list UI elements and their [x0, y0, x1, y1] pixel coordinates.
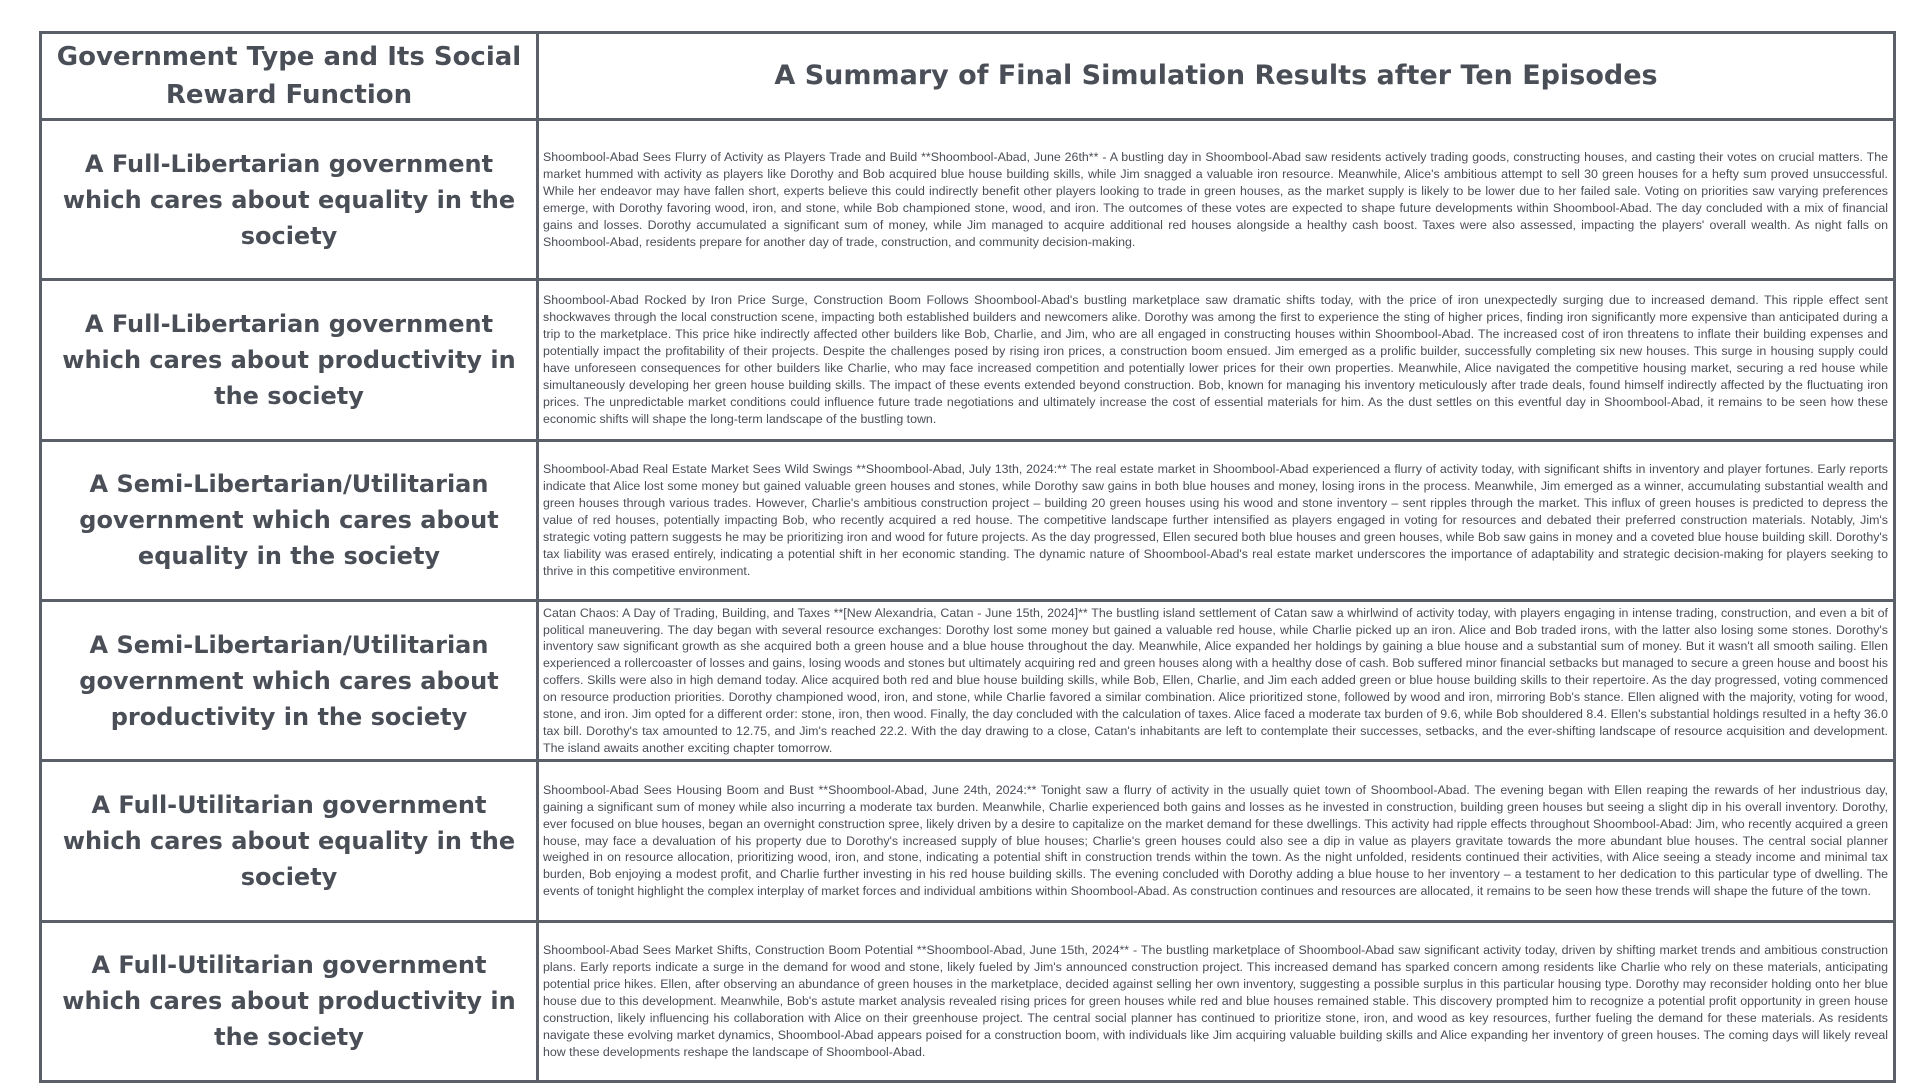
government-type-cell: A Full-Utilitarian government which cares about equality in the society	[41, 761, 538, 921]
government-type-cell: A Full-Libertarian government which cares about equality in the society	[41, 120, 538, 280]
header-government-type: Government Type and Its Social Reward Function	[41, 33, 538, 120]
results-table-container	[39, 31, 1893, 1083]
simulation-summary-cell: Shoombool-Abad Real Estate Market Sees Wild Swings **Shoombool-Abad, July 13th, 2024:** The real estate market in Shoombool-Abad experienced a flurry of activity today, with significant shifts in inventory and player fortunes. Early reports indicate that Alice lost some money but gained valuable green houses and stones, while Dorothy saw gains in both blue houses and money, losing irons in the process. Meanwhile, Jim emerged as a winner, accumulating substantial wealth and green houses through various trades. However, Charlie's ambitious construction project – building 20 green houses using his wood and stone inventory – sent ripples through the market. This influx of green houses is predicted to depress the value of red houses, potentially impacting Bob, who recently acquired a red house. The competitive landscape further intensified as players engaged in voting for resources and debated their preferred construction materials. Notably, Jim's strategic voting pattern suggests he may be prioritizing iron and wood for future projects. As the day progressed, Ellen secured both blue houses and green houses, while Bob saw gains in money and a coveted blue house building skill. Dorothy's tax liability was erased entirely, indicating a potential shift in her economic standing. The dynamic nature of Shoombool-Abad's real estate market underscores the importance of adaptability and strategic decision-making for players seeking to thrive in this competitive environment.	[538, 440, 1895, 600]
table-row	[41, 601, 1895, 761]
government-type-cell: A Full-Utilitarian government which cares about productivity in the society	[41, 921, 538, 1081]
results-table	[39, 31, 1896, 1083]
header-row	[41, 33, 1895, 120]
table-row	[41, 280, 1895, 440]
government-type-cell: A Semi-Libertarian/Utilitarian government which cares about equality in the society	[41, 440, 538, 600]
table-row	[41, 440, 1895, 600]
header-simulation-summary: A Summary of Final Simulation Results after Ten Episodes	[538, 33, 1895, 120]
government-type-cell: A Semi-Libertarian/Utilitarian government which cares about productivity in the society	[41, 601, 538, 761]
simulation-summary-cell: Shoombool-Abad Sees Housing Boom and Bust **Shoombool-Abad, June 24th, 2024:** Tonight saw a flurry of activity in the usually quiet town of Shoombool-Abad. The evening began with Ellen reaping the rewards of her industrious day, gaining a significant sum of money while also incurring a moderate tax burden. Meanwhile, Charlie experienced both gains and losses as he invested in construction, building green houses but seeing a slight dip in his overall inventory. Dorothy, ever focused on blue houses, began an overnight construction spree, likely driven by a desire to capitalize on the market demand for these dwellings. This activity had ripple effects throughout Shoombool-Abad: Jim, who recently acquired a green house, may face a devaluation of his property due to Dorothy's increased supply of blue houses; Charlie's green houses could also see a dip in value as players gravitate towards the more abundant blue houses. The central social planner weighed in on resource allocation, prioritizing wood, iron, and stone, indicating a potential shift in construction trends within the town. As the night unfolded, residents continued their activities, with Alice seeing a steady income and minimal tax burden, Bob enjoying a modest profit, and Charlie further investing in his red house building skills. The evening concluded with Dorothy adding a blue house to her inventory – a testament to her dedication to this particular type of dwelling. The events of tonight highlight the complex interplay of market forces and individual ambitions within Shoombool-Abad. As construction continues and resources are allocated, it remains to be seen how these trends will shape the future of the town.	[538, 761, 1895, 921]
table-row	[41, 120, 1895, 280]
table-row	[41, 921, 1895, 1081]
simulation-summary-cell: Catan Chaos: A Day of Trading, Building, and Taxes **[New Alexandria, Catan - June 15th, 2024]** The bustling island settlement of Catan saw a whirlwind of activity today, with players engaging in intense trading, construction, and even a bit of political maneuvering. The day began with several resource exchanges: Dorothy lost some money but gained a valuable red house, while Charlie picked up an iron. Alice and Bob traded irons, with the latter also losing some stones. Dorothy's inventory saw significant growth as she acquired both a green house and a blue house throughout the day. Meanwhile, Alice expanded her holdings by gaining a blue house and a substantial sum of money. But it wasn't all smooth sailing. Ellen experienced a rollercoaster of losses and gains, losing woods and stones but ultimately acquiring red and green houses along with a healthy dose of cash. Bob suffered minor financial setbacks but managed to secure a green house and boost his coffers. Skills were also in high demand today. Alice acquired both red and blue house building skills, while Bob, Ellen, Charlie, and Jim each added green or blue house building skills to their repertoire. As the day progressed, voting commenced on resource production priorities. Dorothy championed wood, iron, and stone, while Charlie favored a similar combination. Alice prioritized stone, followed by wood and iron, mirroring Bob's stance. Ellen aligned with the majority, voting for wood, stone, and iron. Jim opted for a different order: stone, iron, then wood. Finally, the day concluded with the calculation of taxes. Alice faced a moderate tax burden of 9.6, while Bob shouldered 8.4. Ellen's substantial holdings resulted in a hefty 36.0 tax bill. Dorothy's tax amounted to 12.75, and Jim's reached 22.2. With the day drawing to a close, Catan's inhabitants are left to contemplate their successes, setbacks, and the ever-shifting landscape of resource acquisition and development. The island awaits another exciting chapter tomorrow.	[538, 601, 1895, 761]
government-type-cell: A Full-Libertarian government which cares about productivity in the society	[41, 280, 538, 440]
simulation-summary-cell: Shoombool-Abad Rocked by Iron Price Surge, Construction Boom Follows Shoombool-Abad's bustling marketplace saw dramatic shifts today, with the price of iron unexpectedly surging due to increased demand. This ripple effect sent shockwaves through the local construction scene, impacting both established builders and newcomers alike. Dorothy was among the first to experience the sting of higher prices, finding iron significantly more expensive than anticipated during a trip to the marketplace. This price hike indirectly affected other builders like Bob, Charlie, and Jim, who are all engaged in constructing houses within Shoombool-Abad. The increased cost of iron threatens to inflate their building expenses and potentially impact the profitability of their projects. Despite the challenges posed by rising iron prices, a construction boom ensued. Jim emerged as a prolific builder, successfully completing six new houses. This surge in housing supply could have unforeseen consequences for other builders like Charlie, who may face increased competition and potentially lower prices for their own properties. Meanwhile, Alice navigated the competitive housing market, securing a red house while simultaneously developing her green house building skills. The impact of these events extended beyond construction. Bob, known for managing his inventory meticulously after trade deals, found himself indirectly affected by the fluctuating iron prices. The unpredictable market conditions could influence future trade negotiations and ultimately increase the cost of essential materials for him. As the dust settles on this eventful day in Shoombool-Abad, it remains to be seen how these economic shifts will shape the long-term landscape of the bustling town.	[538, 280, 1895, 440]
simulation-summary-cell: Shoombool-Abad Sees Flurry of Activity as Players Trade and Build **Shoombool-Abad, June 26th** - A bustling day in Shoombool-Abad saw residents actively trading goods, constructing houses, and casting their votes on crucial matters. The market hummed with activity as players like Dorothy and Bob acquired blue house building skills, while Jim snagged a valuable iron resource. Meanwhile, Alice's ambitious attempt to sell 30 green houses for a hefty sum proved unsuccessful. While her endeavor may have fallen short, experts believe this could indirectly benefit other players looking to trade in green houses, as the market supply is likely to be lower due to her failed sale. Voting on priorities saw varying preferences emerge, with Dorothy favoring wood, iron, and stone, while Bob championed stone, wood, and iron. The outcomes of these votes are expected to shape future developments within Shoombool-Abad. The day concluded with a mix of financial gains and losses. Dorothy accumulated a significant sum of money, while Jim managed to acquire additional red houses alongside a healthy cash boost. Taxes were also assessed, impacting the players' overall wealth. As night falls on Shoombool-Abad, residents prepare for another day of trade, construction, and community decision-making.	[538, 120, 1895, 280]
table-row	[41, 761, 1895, 921]
simulation-summary-cell: Shoombool-Abad Sees Market Shifts, Construction Boom Potential **Shoombool-Abad, June 15th, 2024** - The bustling marketplace of Shoombool-Abad saw significant activity today, driven by shifting market trends and ambitious construction plans. Early reports indicate a surge in the demand for wood and stone, likely fueled by Jim's announced construction project. This increased demand has sparked concern among residents like Charlie who rely on these materials, anticipating potential price hikes. Ellen, after observing an abundance of green houses in the marketplace, decided against selling her own inventory, suggesting a possible surplus in this particular housing type. Dorothy may reconsider holding onto her blue house due to this development. Meanwhile, Bob's astute market analysis revealed rising prices for green houses while red and blue houses remained stable. This discovery prompted him to recognize a potential profit opportunity in green house construction, likely influencing his collaboration with Alice on their greenhouse project. The central social planner has continued to prioritize stone, iron, and wood as key resources, further fueling the demand for these materials. As residents navigate these evolving market dynamics, Shoombool-Abad appears poised for a construction boom, with individuals like Jim acquiring valuable building skills and Alice expanding her inventory of green houses. The coming days will likely reveal how these developments reshape the landscape of Shoombool-Abad.	[538, 921, 1895, 1081]
